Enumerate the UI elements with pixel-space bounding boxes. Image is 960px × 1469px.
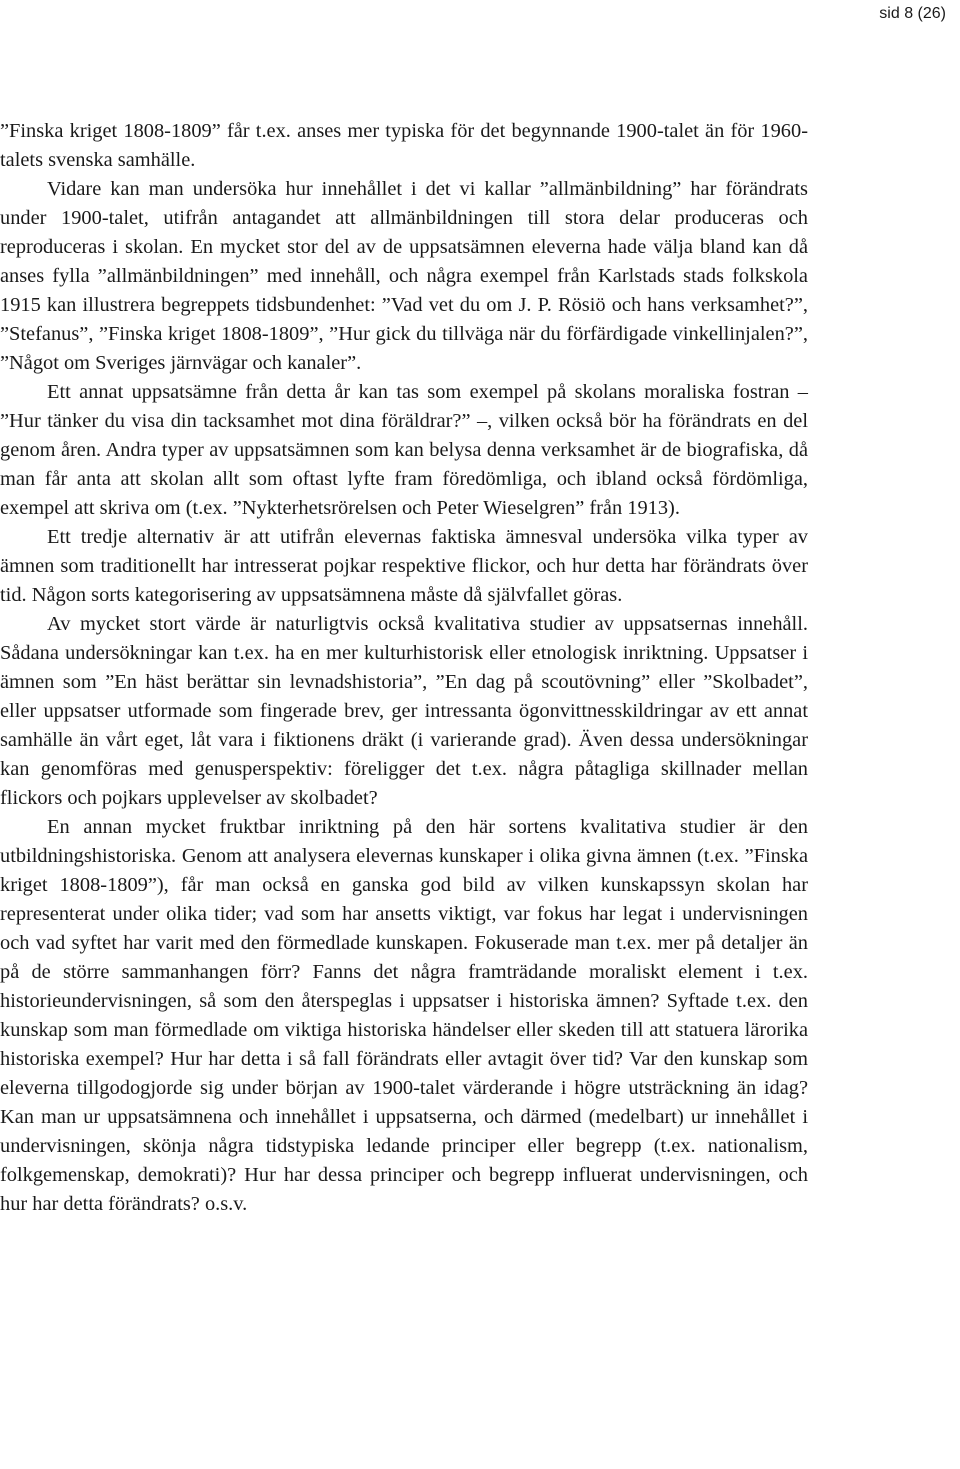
paragraph-4: Ett tredje alternativ är att utifrån elevernas faktiska ämnesval undersöka vilka typer av ämnen som traditionellt har intresserat pojkar respektive flickor, och hur detta har förändrats över tid. Någon sorts kategorisering av uppsatsämnena måste då självfallet göras. xyxy=(0,526,808,606)
page-number: sid 8 (26) xyxy=(879,5,946,22)
paragraph-6: En annan mycket fruktbar inriktning på den här sortens kvalitativa studier är den utbildningshistoriska. Genom att analysera elevernas kunskaper i olika givna ämnen (t.ex. ”Finska kriget 1808-1809”), får man också en ganska god bild av vilken kunskapssyn skolan har representerat under olika tider; vad som har ansetts viktigt, var fokus har legat i undervisningen och vad syftet har varit med den förmedlade kunskapen. Fokuserade man t.ex. mer på detaljer än på de större sammanhangen förr? Fanns det några framträdande moraliskt element i t.ex. historieundervisningen, så som den återspeglas i uppsatser i historiska ämnen? Syftade t.ex. den kunskap som man förmedlade om viktiga historiska händelser eller skeden till att statuera lärorika historiska exempel? Hur har detta i så fall förändrats eller avtagit över tid? Var den kunskap som eleverna tillgodogjorde sig under början av 1900-talet värderande i högre utsträckning än idag? Kan man ur uppsatsämnena och innehållet i uppsatserna, och därmed (medelbart) ur innehållet i undervisningen, skönja några tidstypiska ledande principer eller begrepp (t.ex. nationalism, folkgemenskap, demokrati)? Hur har dessa principer och begrepp influerat undervisningen, och hur har detta förändrats? o.s.v. xyxy=(0,816,808,1215)
paragraph-5: Av mycket stort värde är naturligtvis också kvalitativa studier av uppsatsernas innehåll. Sådana undersökningar kan t.ex. ha en mer kulturhistorisk eller etnologisk inriktning. Uppsatser i ämnen som ”En häst berättar sin levnadshistoria”, ”En dag på scoutövning” eller ”Skolbadet”, eller uppsatser utformade som fingerade brev, ger intressanta ögonvittnesskildringar av ett annat samhälle än vårt eget, låt vara i fiktionens dräkt (i varierande grad). Även dessa undersökningar kan genomföras med genusperspektiv: föreligger det t.ex. några påtagliga skillnader mellan flickors och pojkars upplevelser av skolbadet? xyxy=(0,613,808,809)
paragraph-2: Vidare kan man undersöka hur innehållet i det vi kallar ”allmänbildning” har förändrats under 1900-talet, utifrån antagandet att allmänbildningen till stora delar produceras och reproduceras i skolan. En mycket stor del av de uppsatsämnen eleverna hade välja bland kan då anses fylla ”allmänbildningen” med innehåll, och några exempel från Karlstads stads folkskola 1915 kan illustrera begreppets tidsbundenhet: ”Vad vet du om J. P. Rösiö och hans verksamhet?”, ”Stefanus”, ”Finska kriget 1808-1809”, ”Hur gick du tillväga när du förfärdigade vinkellinjalen?”, ”Något om Sveriges järnvägar och kanaler”. xyxy=(0,178,808,374)
document-body xyxy=(0,117,808,1219)
paragraph-3: Ett annat uppsatsämne från detta år kan tas som exempel på skolans moraliska fostran – ”Hur tänker du visa din tacksamhet mot dina föräldrar?” –, vilken också bör ha förändrats en del genom åren. Andra typer av uppsatsämnen som kan belysa denna verksamhet är de biografiska, då man får anta att skolan allt som oftast lyfte fram föredömliga, och ibland också fördömliga, exempel att skriva om (t.ex. ”Nykterhetsrörelsen och Peter Wieselgren” från 1913). xyxy=(0,381,808,519)
paragraph-1: ”Finska kriget 1808-1809” får t.ex. anses mer typiska för det begynnande 1900-talet än för 1960-talets svenska samhälle. xyxy=(0,120,808,171)
